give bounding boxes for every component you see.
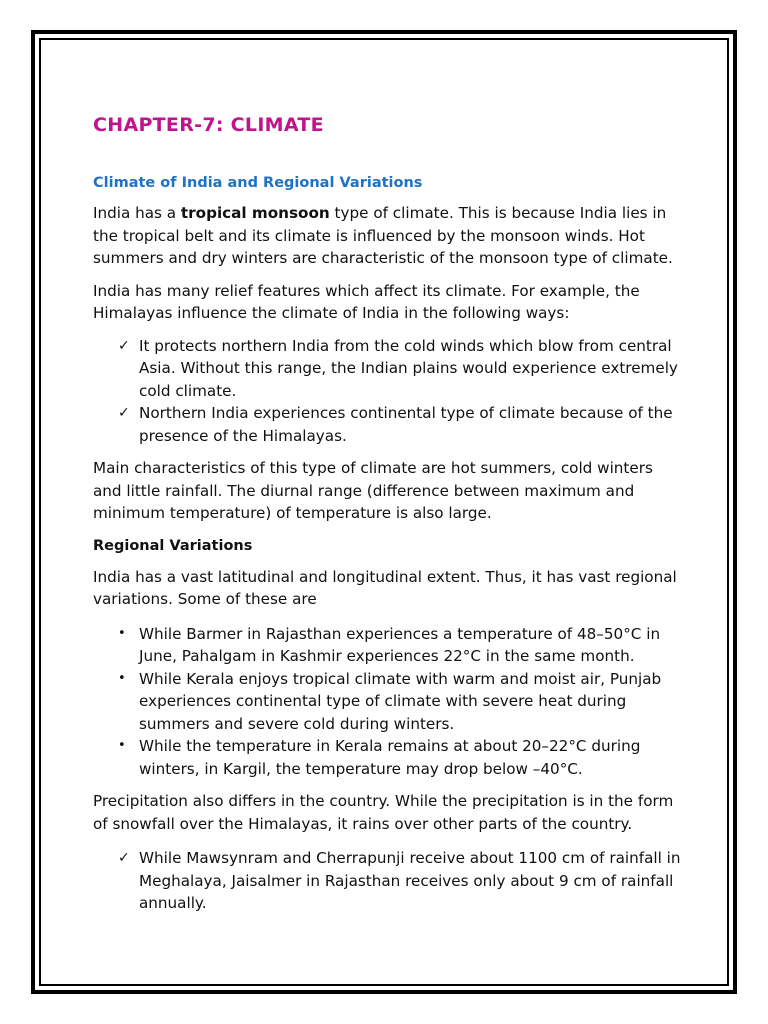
paragraph-intro-start: India has a [93, 204, 181, 222]
section-heading: Climate of India and Regional Variations [93, 175, 423, 191]
list-item-text: While the temperature in Kerala remains at about 20–22°C during winters, in Kargil, the temperature may drop below –40°C. [139, 737, 641, 778]
regional-variations-list [93, 623, 683, 781]
checkmark-icon: ✓ [118, 405, 130, 421]
list-item [93, 335, 683, 403]
list-item-text: While Kerala enjoys tropical climate with warm and moist air, Punjab experiences continental type of climate with severe heat during summers and severe cold during winters. [139, 669, 662, 733]
bullet-icon: • [118, 625, 126, 641]
list-item [93, 402, 683, 447]
list-item [93, 623, 683, 668]
chapter-title: CHAPTER-7: CLIMATE [93, 114, 324, 136]
paragraph-intro-bold: tropical monsoon [180, 204, 330, 222]
list-item [93, 668, 683, 736]
himalaya-effects-list [93, 335, 683, 448]
checkmark-icon: ✓ [118, 850, 130, 866]
list-item-text: It protects northern India from the cold winds which blow from central Asia. Without this range, the Indian plains would experience extremely cold climate. [139, 336, 678, 400]
list-item-text: While Mawsynram and Cherrapunji receive about 1100 cm of rainfall in Meghalaya, Jaisalmer in Rajasthan receives only about 9 cm of rainfall annually. [139, 849, 681, 912]
list-item [93, 847, 683, 915]
list-item-text: While Barmer in Rajasthan experiences a temperature of 48–50°C in June, Pahalgam in Kashmir experiences 22°C in the same month. [139, 624, 661, 665]
paragraph-regional: India has a vast latitudinal and longitudinal extent. Thus, it has vast regional variations. Some of these are [93, 567, 677, 608]
paragraph-intro-end: type of climate. This is because India lies in the tropical belt and its climate is influenced by the monsoon winds. Hot summers and dry winters are characteristic of the monsoon type of climate. [93, 204, 673, 267]
bullet-icon: • [118, 670, 126, 686]
document-content [93, 112, 683, 925]
checkmark-icon: ✓ [118, 337, 130, 354]
paragraph-characteristics: Main characteristics of this type of climate are hot summers, cold winters and little rainfall. The diurnal range (difference between maximum and minimum temperature) of temperature is also large. [93, 459, 653, 522]
list-item-text: Northern India experiences continental type of climate because of the presence of the Himalayas. [139, 404, 673, 445]
paragraph-precipitation: Precipitation also differs in the country. While the precipitation is in the form of snowfall over the Himalayas, it rains over other parts of the country. [93, 792, 674, 833]
paragraph-relief: India has many relief features which affect its climate. For example, the Himalayas influence the climate of India in the following ways: [93, 281, 640, 322]
rainfall-list [93, 847, 683, 915]
bullet-icon: • [118, 738, 126, 753]
list-item [93, 735, 683, 780]
regional-variations-heading: Regional Variations [93, 537, 253, 554]
paragraph-intro [93, 202, 683, 270]
